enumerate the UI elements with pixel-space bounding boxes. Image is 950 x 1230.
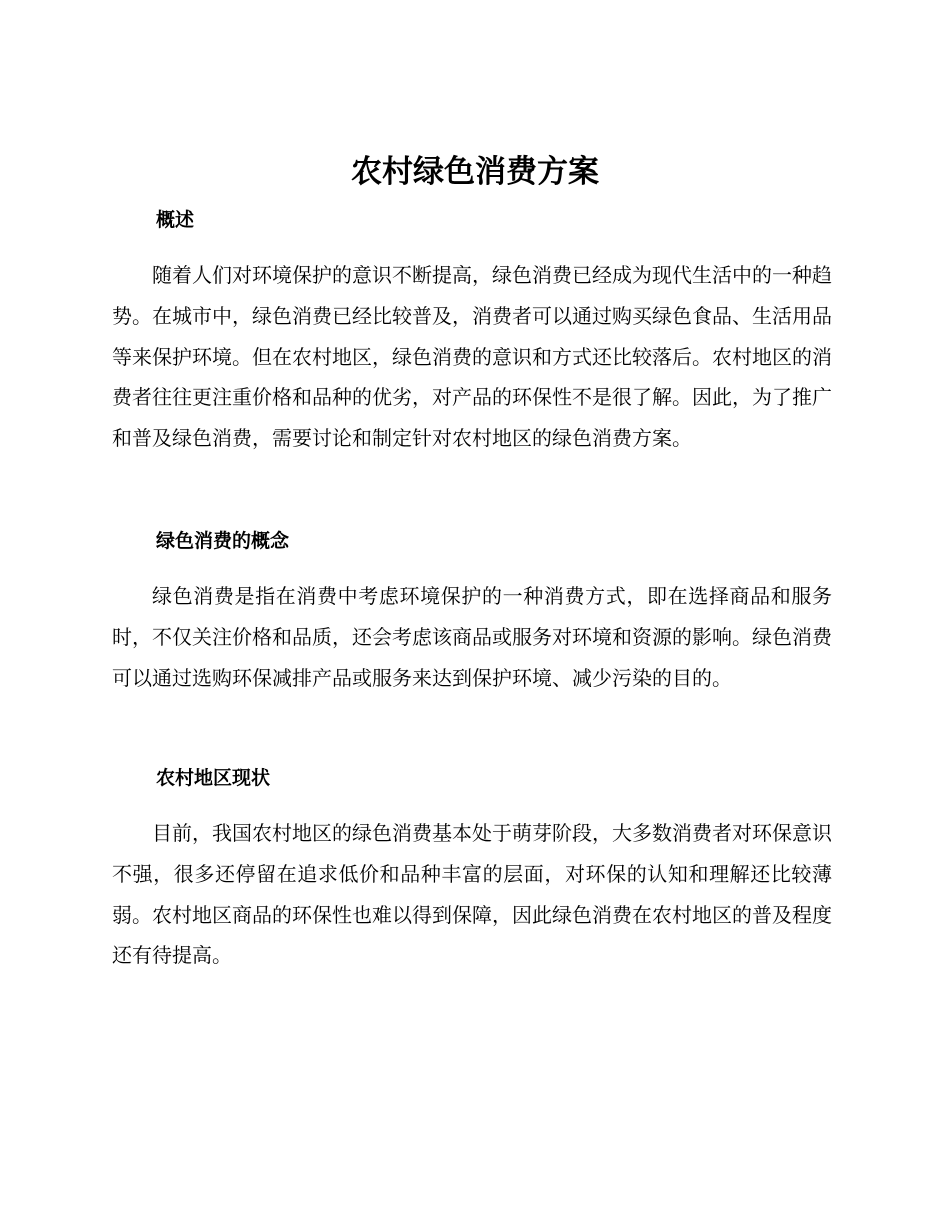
section-heading-rural-status: 农村地区现状 <box>156 767 271 789</box>
section-body-concept: 绿色消费是指在消费中考虑环境保护的一种消费方式，即在选择商品和服务时，不仅关注价格和品质，还会考虑该商品或服务对环境和资源的影响。绿色消费可以通过选购环保减排产品或服务来达到保护环境、减少污染的目的。 <box>112 584 832 690</box>
section-body-rural-status: 目前，我国农村地区的绿色消费基本处于萌芽阶段，大多数消费者对环保意识不强，很多还停留在追求低价和品种丰富的层面，对环保的认知和理解还比较薄弱。农村地区商品的环保性也难以得到保障，因此绿色消费在农村地区的普及程度还有待提高。 <box>112 821 832 968</box>
section-body-overview: 随着人们对环境保护的意识不断提高，绿色消费已经成为现代生活中的一种趋势。在城市中，绿色消费已经比较普及，消费者可以通过购买绿色食品、生活用品等来保护环境。但在农村地区，绿色消费的意识和方式还比较落后。农村地区的消费者往往更注重价格和品种的优劣，对产品的环保性不是很了解。因此，为了推广和普及绿色消费，需要讨论和制定针对农村地区的绿色消费方案。 <box>112 263 832 451</box>
document-title: 农村绿色消费方案 <box>351 154 599 190</box>
section-heading-concept: 绿色消费的概念 <box>156 530 290 552</box>
section-heading-overview: 概述 <box>156 209 195 231</box>
